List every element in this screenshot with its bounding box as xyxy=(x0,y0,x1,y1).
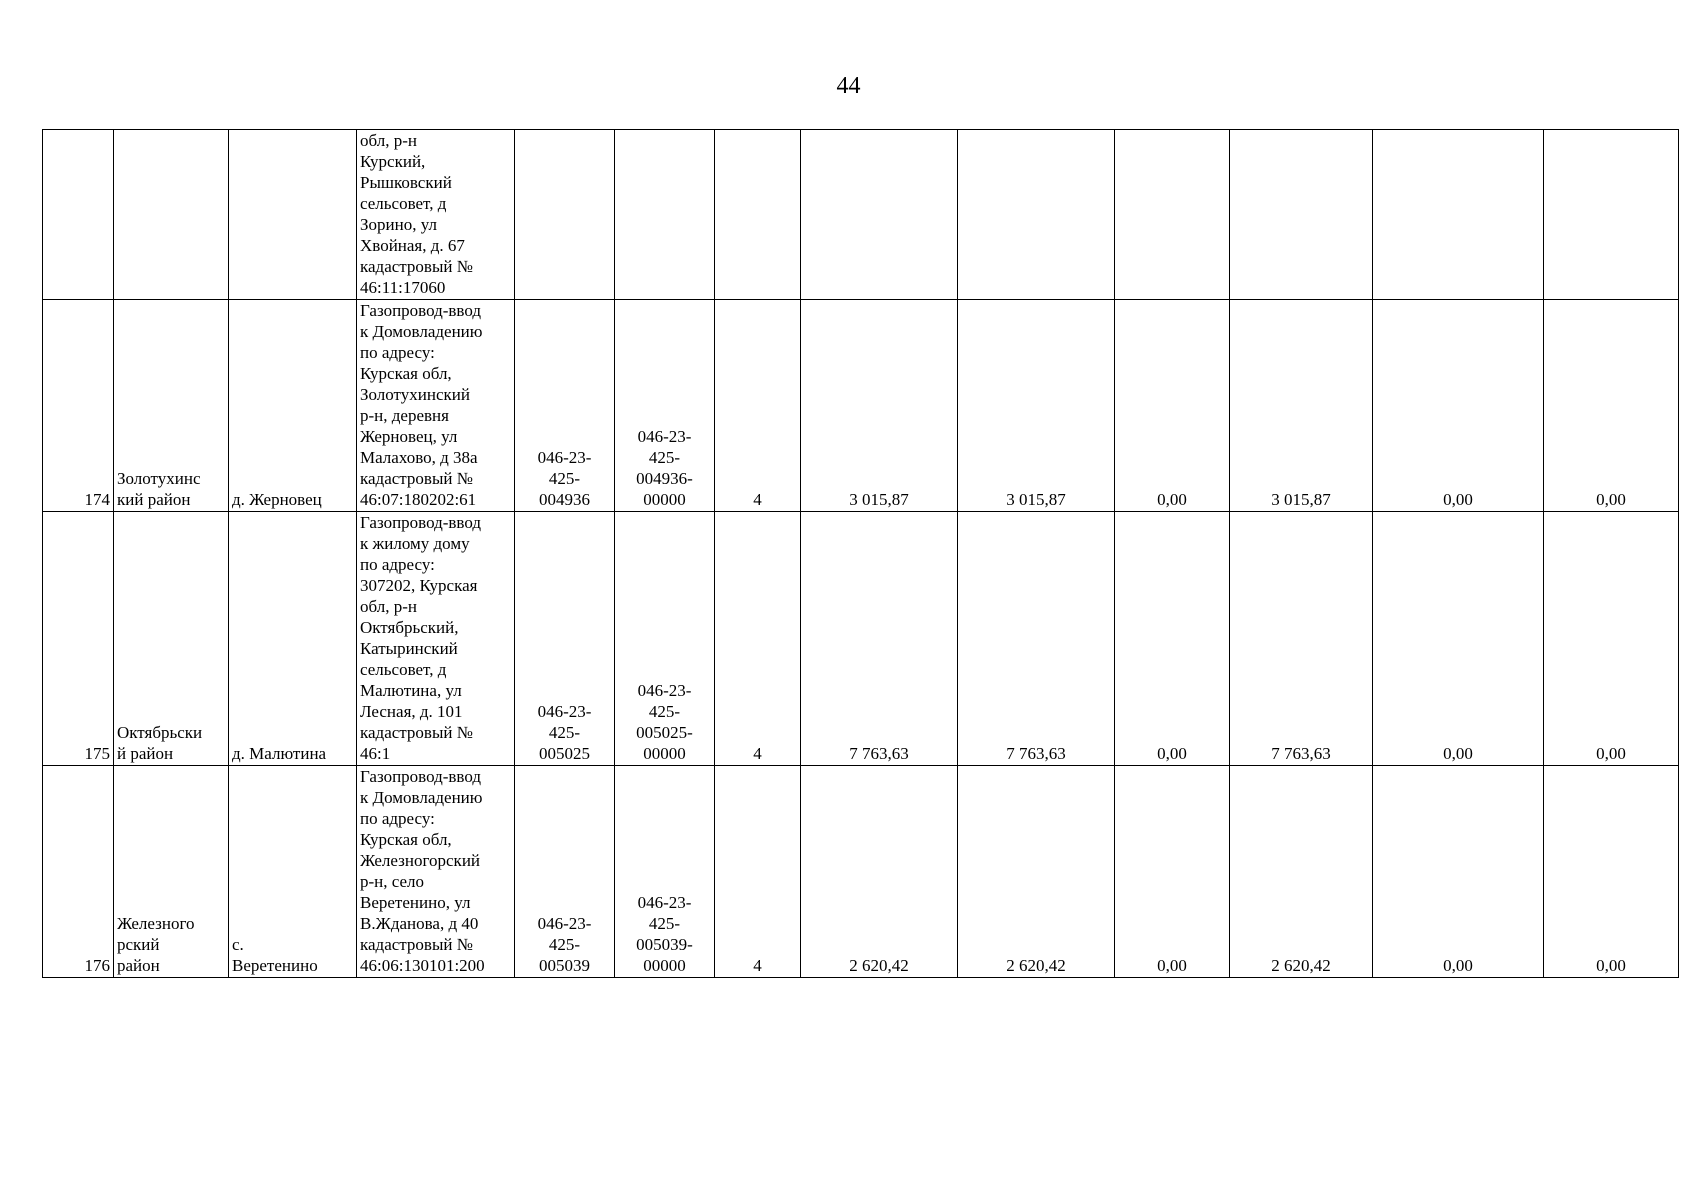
code-cell: 046-23- 425- 005039 xyxy=(515,766,615,978)
value-3-cell xyxy=(1115,130,1230,300)
registry-table xyxy=(42,129,1679,978)
district-cell: Железного рский район xyxy=(114,766,229,978)
page-number: 44 xyxy=(836,73,861,99)
category-cell xyxy=(715,130,801,300)
object-description-cell: Газопровод-ввод к Домовладению по адресу: Курская обл, Золотухинский р-н, деревня Жерновец, ул Малахово, д 38а кадастровый № 46:07:180202:61 xyxy=(357,300,515,512)
value-6-cell xyxy=(1544,130,1679,300)
value-4-cell xyxy=(1230,130,1373,300)
table-row xyxy=(43,300,1679,512)
settlement-cell: с. Веретенино xyxy=(229,766,357,978)
code-full-cell: 046-23- 425- 004936- 00000 xyxy=(615,300,715,512)
value-2-cell xyxy=(958,130,1115,300)
row-number-cell xyxy=(43,130,114,300)
value-1-cell: 7 763,63 xyxy=(801,512,958,766)
code-full-cell xyxy=(615,130,715,300)
value-4-cell: 3 015,87 xyxy=(1230,300,1373,512)
object-description-cell: Газопровод-ввод к жилому дому по адресу: 307202, Курская обл, р-н Октябрьский, Катыринский сельсовет, д Малютина, ул Лесная, д. 101 кадастровый № 46:1 xyxy=(357,512,515,766)
value-2-cell: 3 015,87 xyxy=(958,300,1115,512)
value-5-cell: 0,00 xyxy=(1373,512,1544,766)
value-6-cell: 0,00 xyxy=(1544,766,1679,978)
value-4-cell: 2 620,42 xyxy=(1230,766,1373,978)
value-5-cell xyxy=(1373,130,1544,300)
code-cell: 046-23- 425- 004936 xyxy=(515,300,615,512)
row-number-cell: 175 xyxy=(43,512,114,766)
district-cell: Октябрьски й район xyxy=(114,512,229,766)
category-cell: 4 xyxy=(715,512,801,766)
district-cell xyxy=(114,130,229,300)
value-3-cell: 0,00 xyxy=(1115,300,1230,512)
object-description-cell: Газопровод-ввод к Домовладению по адресу: Курская обл, Железногорский р-н, село Веретенино, ул В.Жданова, д 40 кадастровый № 46:06:130101:200 xyxy=(357,766,515,978)
value-3-cell: 0,00 xyxy=(1115,766,1230,978)
settlement-cell: д. Малютина xyxy=(229,512,357,766)
object-description-cell: обл, р-н Курский, Рышковский сельсовет, д Зорино, ул Хвойная, д. 67 кадастровый № 46:11:17060 xyxy=(357,130,515,300)
row-number-cell: 176 xyxy=(43,766,114,978)
value-2-cell: 7 763,63 xyxy=(958,512,1115,766)
value-1-cell xyxy=(801,130,958,300)
value-6-cell: 0,00 xyxy=(1544,512,1679,766)
category-cell: 4 xyxy=(715,300,801,512)
code-full-cell: 046-23- 425- 005039- 00000 xyxy=(615,766,715,978)
table-row xyxy=(43,130,1679,300)
settlement-cell xyxy=(229,130,357,300)
value-4-cell: 7 763,63 xyxy=(1230,512,1373,766)
category-cell: 4 xyxy=(715,766,801,978)
row-number-cell: 174 xyxy=(43,300,114,512)
settlement-cell: д. Жерновец xyxy=(229,300,357,512)
district-cell: Золотухинс кий район xyxy=(114,300,229,512)
value-1-cell: 2 620,42 xyxy=(801,766,958,978)
value-1-cell: 3 015,87 xyxy=(801,300,958,512)
value-5-cell: 0,00 xyxy=(1373,766,1544,978)
code-cell: 046-23- 425- 005025 xyxy=(515,512,615,766)
value-2-cell: 2 620,42 xyxy=(958,766,1115,978)
value-5-cell: 0,00 xyxy=(1373,300,1544,512)
value-3-cell: 0,00 xyxy=(1115,512,1230,766)
table-row xyxy=(43,512,1679,766)
code-cell xyxy=(515,130,615,300)
value-6-cell: 0,00 xyxy=(1544,300,1679,512)
table-row xyxy=(43,766,1679,978)
code-full-cell: 046-23- 425- 005025- 00000 xyxy=(615,512,715,766)
